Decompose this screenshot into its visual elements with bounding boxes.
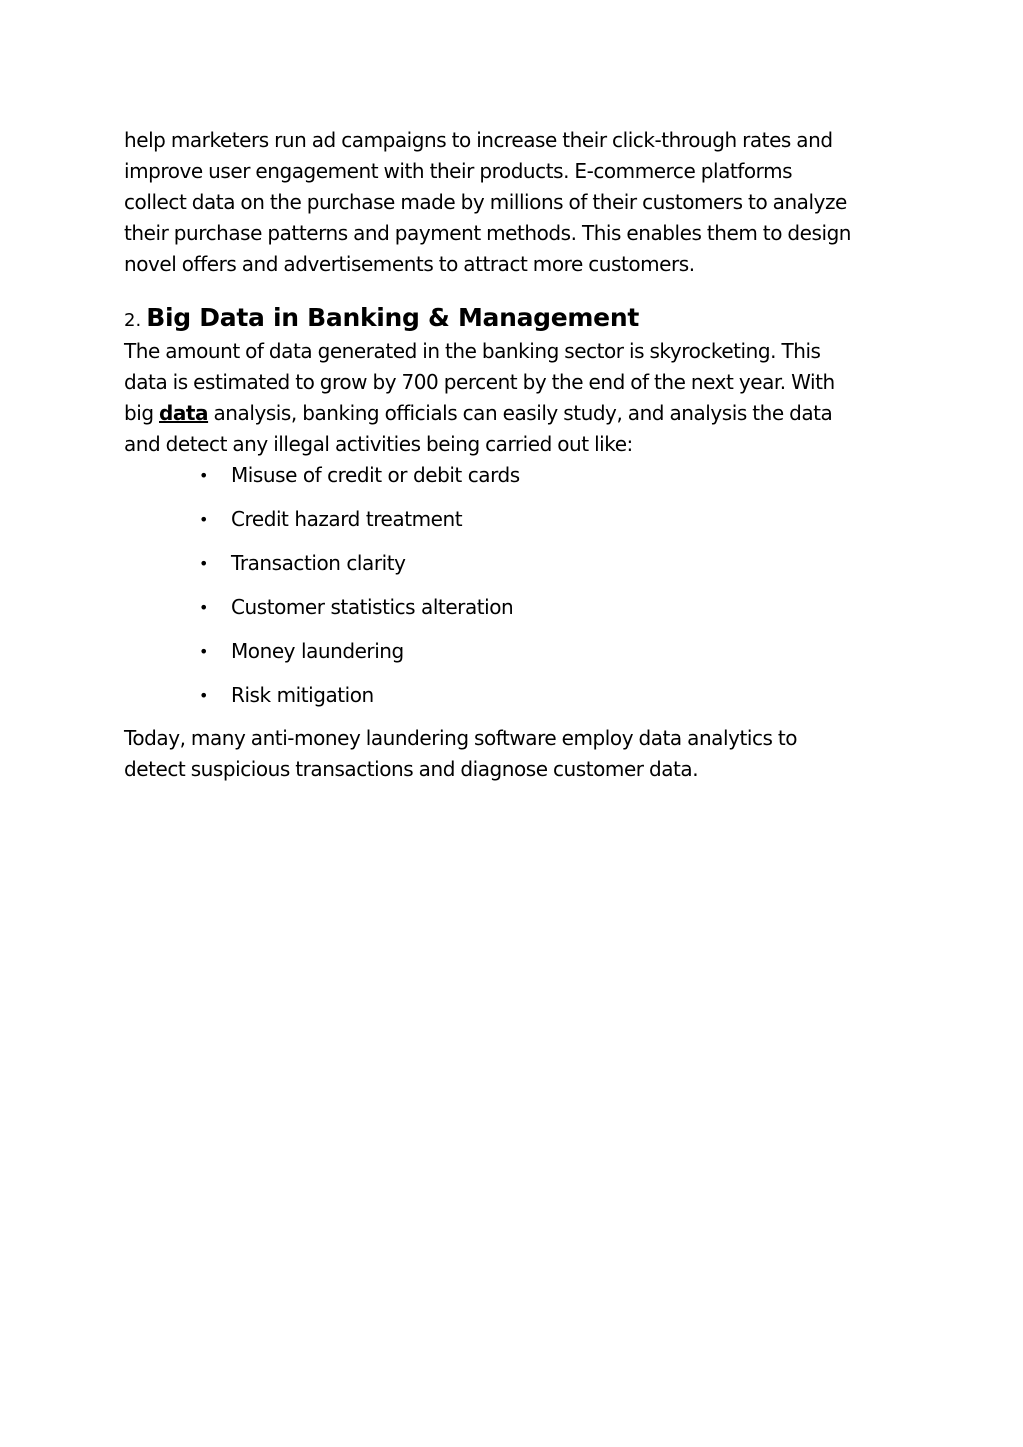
list-item-text: Money laundering <box>231 639 404 663</box>
intro-line: novel offers and advertisements to attract more customers. <box>124 252 695 276</box>
document-page <box>124 125 914 785</box>
intro-line: their purchase patterns and payment methods. This enables them to design <box>124 221 852 245</box>
closing-line: detect suspicious transactions and diagnose customer data. <box>124 757 699 781</box>
list-item <box>124 504 914 535</box>
intro-paragraph <box>124 125 914 280</box>
list-item <box>124 548 914 579</box>
intro-line: improve user engagement with their products. E-commerce platforms <box>124 159 793 183</box>
list-item <box>124 592 914 623</box>
list-item-text: Credit hazard treatment <box>231 507 463 531</box>
section-number: 2. <box>124 310 142 331</box>
section-heading <box>124 300 914 336</box>
bullet-icon: • <box>199 510 208 529</box>
section-line: data is estimated to grow by 700 percent by the end of the next year. With <box>124 370 835 394</box>
section-line-suffix: analysis, banking officials can easily study, and analysis the data <box>208 401 833 425</box>
closing-paragraph <box>124 723 914 785</box>
section-line-prefix: big <box>124 401 160 425</box>
list-item-text: Risk mitigation <box>231 683 374 707</box>
list-item-text: Transaction clarity <box>231 551 406 575</box>
bullet-icon: • <box>199 598 208 617</box>
section-line: and detect any illegal activities being carried out like: <box>124 432 633 456</box>
section-line <box>124 398 914 429</box>
bullet-icon: • <box>199 686 208 705</box>
list-item <box>124 680 914 711</box>
bullet-icon: • <box>199 642 208 661</box>
intro-line: help marketers run ad campaigns to increase their click-through rates and <box>124 128 833 152</box>
section-title: Big Data in Banking & Management <box>146 303 639 332</box>
closing-line: Today, many anti-money laundering software employ data analytics to <box>124 726 798 750</box>
bullet-list <box>124 460 914 711</box>
section-line: The amount of data generated in the banking sector is skyrocketing. This <box>124 339 821 363</box>
section-paragraph <box>124 336 914 460</box>
list-item <box>124 636 914 667</box>
data-link[interactable]: data <box>159 401 209 425</box>
intro-line: collect data on the purchase made by millions of their customers to analyze <box>124 190 847 214</box>
list-item-text: Misuse of credit or debit cards <box>231 463 520 487</box>
bullet-icon: • <box>199 466 208 485</box>
bullet-icon: • <box>199 554 208 573</box>
list-item-text: Customer statistics alteration <box>231 595 514 619</box>
list-item <box>124 460 914 491</box>
